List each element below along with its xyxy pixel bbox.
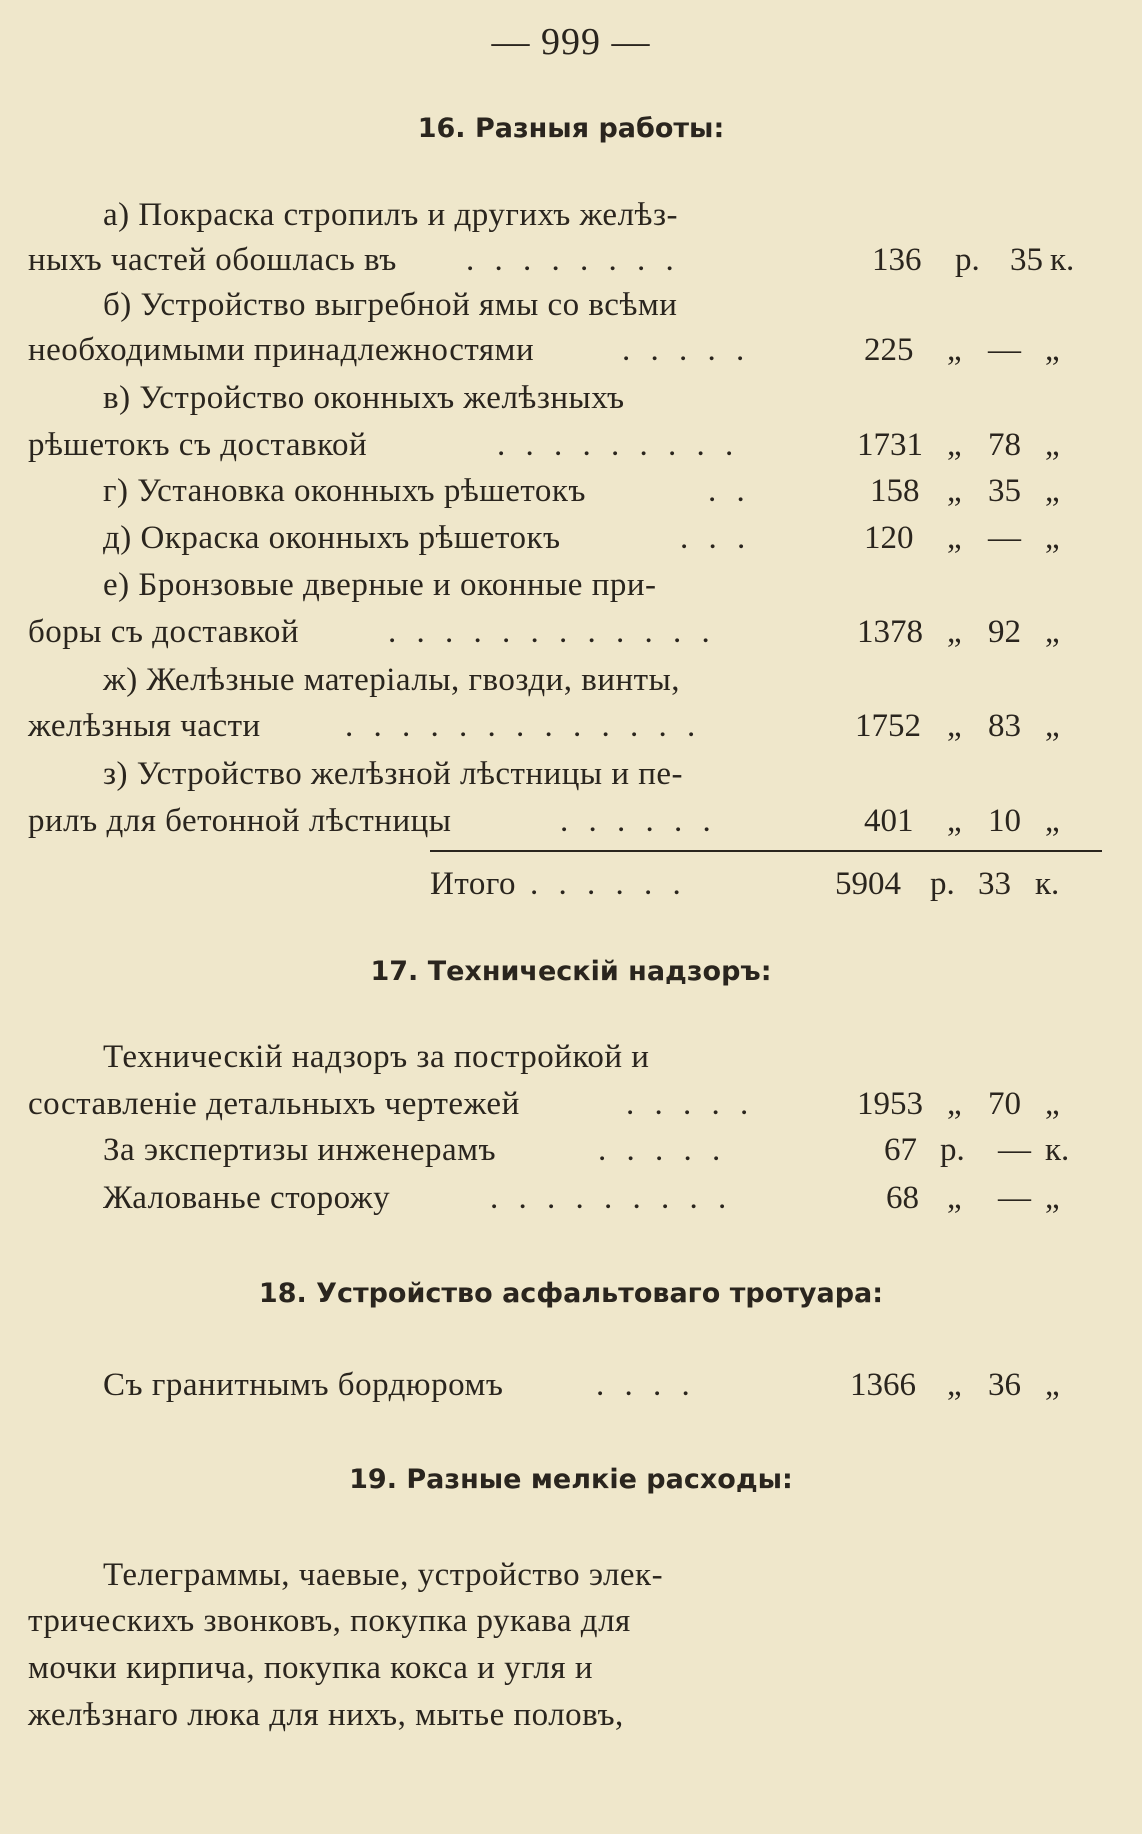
item-16z-line1: з) Устройство желѣзной лѣстницы и пе- xyxy=(103,756,684,792)
amount-unit: „ xyxy=(947,708,962,744)
dot-leader: . . . . xyxy=(596,1367,696,1403)
dot-leader: . . . . . xyxy=(622,332,751,368)
dot-leader: . . . . . . . . . xyxy=(497,427,740,463)
total-rule xyxy=(430,850,1102,852)
dot-leader: . . . . . . xyxy=(530,866,687,902)
item-17a-line2: составленіе детальныхъ чертежей xyxy=(28,1086,520,1122)
amount-rubles: 1366 xyxy=(850,1367,916,1403)
amount-rubles: 1378 xyxy=(857,614,923,650)
amount-rubles: 1752 xyxy=(855,708,921,744)
amount-kopecks: 92 xyxy=(988,614,1021,650)
section-17-heading: 17. Техническій надзоръ: xyxy=(370,956,772,987)
total-rubles: 5904 xyxy=(835,866,901,902)
item-16a-line2: ныхъ частей обошлась въ xyxy=(28,242,397,278)
total-label: Итого xyxy=(430,866,517,902)
item-17a-line1: Техническій надзоръ за постройкой и xyxy=(103,1039,650,1075)
amount-unit: „ xyxy=(947,520,962,556)
item-16d-line1: д) Окраска оконныхъ рѣшетокъ xyxy=(103,520,561,556)
item-16v-line2: рѣшетокъ съ доставкой xyxy=(28,427,368,463)
amount-unit: „ xyxy=(947,1367,962,1403)
dot-leader: . . . . . xyxy=(626,1086,755,1122)
amount-unit: р. xyxy=(940,1132,965,1168)
amount-kop-unit: „ xyxy=(1045,332,1060,368)
amount-rubles: 136 xyxy=(872,242,922,278)
amount-unit: р. xyxy=(955,242,980,278)
amount-rubles: 1731 xyxy=(857,427,923,463)
amount-rubles: 158 xyxy=(870,473,920,509)
amount-kopecks: 36 xyxy=(988,1367,1021,1403)
paragraph-19-line4: желѣзнаго люка для нихъ, мытье половъ, xyxy=(28,1697,624,1733)
paragraph-19-line3: мочки кирпича, покупка кокса и угля и xyxy=(28,1650,593,1686)
amount-kop-unit: „ xyxy=(1045,614,1060,650)
amount-unit: „ xyxy=(947,473,962,509)
item-16a-line1: а) Покраска стропилъ и другихъ желѣз- xyxy=(103,197,678,233)
amount-kop-unit: „ xyxy=(1045,1086,1060,1122)
amount-kopecks: 35 xyxy=(988,473,1021,509)
item-16b-line1: б) Устройство выгребной ямы со всѣми xyxy=(103,287,678,323)
amount-kop-unit: „ xyxy=(1045,427,1060,463)
total-kopecks: 33 xyxy=(978,866,1011,902)
section-18-heading: 18. Устройство асфальтоваго тротуара: xyxy=(258,1278,884,1309)
amount-kopecks: 70 xyxy=(988,1086,1021,1122)
section-19-heading: 19. Разные мелкіе расходы: xyxy=(349,1464,793,1495)
amount-rubles: 225 xyxy=(864,332,914,368)
dot-leader: . . . . . . . . . xyxy=(490,1180,733,1216)
amount-unit: „ xyxy=(947,332,962,368)
amount-rubles: 68 xyxy=(886,1180,919,1216)
dot-leader: . . xyxy=(708,473,751,509)
item-16z-line2: рилъ для бетонной лѣстницы xyxy=(28,803,452,839)
amount-unit: „ xyxy=(947,1086,962,1122)
total-kop-unit: к. xyxy=(1035,866,1060,902)
dot-leader: . . . . . . . . . . . . xyxy=(388,614,716,650)
amount-kop-unit: „ xyxy=(1045,473,1060,509)
amount-kopecks: 78 xyxy=(988,427,1021,463)
amount-kop-unit: „ xyxy=(1045,708,1060,744)
dot-leader: . . . xyxy=(680,520,752,556)
item-17c-line1: Жалованье сторожу xyxy=(103,1180,391,1216)
item-16v-line1: в) Устройство оконныхъ желѣзныхъ xyxy=(103,380,625,416)
dot-leader: . . . . . . . . xyxy=(466,242,680,278)
item-16e-line2: боры съ доставкой xyxy=(28,614,300,650)
paragraph-19-line1: Телеграммы, чаевые, устройство элек- xyxy=(103,1557,664,1593)
item-16b-line2: необходимыми принадлежностями xyxy=(28,332,535,368)
amount-kopecks: — xyxy=(988,520,1021,556)
amount-kopecks: 10 xyxy=(988,803,1021,839)
amount-kop-unit: „ xyxy=(1045,520,1060,556)
item-17b-line1: За экспертизы инженерамъ xyxy=(103,1132,497,1168)
amount-unit: „ xyxy=(947,1180,962,1216)
page-number: — 999 — xyxy=(491,21,651,63)
total-unit: р. xyxy=(930,866,955,902)
amount-kopecks: 35 xyxy=(1010,242,1043,278)
item-16g-line1: г) Установка оконныхъ рѣшетокъ xyxy=(103,473,586,509)
amount-kop-unit: „ xyxy=(1045,1367,1060,1403)
item-16e-line1: е) Бронзовые дверные и оконные при- xyxy=(103,567,657,603)
amount-rubles: 67 xyxy=(884,1132,917,1168)
amount-kop-unit: к. xyxy=(1050,242,1075,278)
amount-kopecks: — xyxy=(988,332,1021,368)
amount-unit: „ xyxy=(947,427,962,463)
section-16-heading: 16. Разныя работы: xyxy=(417,113,725,144)
amount-kop-unit: „ xyxy=(1045,1180,1060,1216)
amount-kopecks: — xyxy=(998,1132,1031,1168)
amount-kopecks: — xyxy=(998,1180,1031,1216)
amount-rubles: 120 xyxy=(864,520,914,556)
item-16zh-line2: желѣзныя части xyxy=(28,708,261,744)
paragraph-19-line2: трическихъ звонковъ, покупка рукава для xyxy=(28,1603,631,1639)
amount-kopecks: 83 xyxy=(988,708,1021,744)
amount-unit: „ xyxy=(947,803,962,839)
amount-rubles: 1953 xyxy=(857,1086,923,1122)
dot-leader: . . . . . xyxy=(598,1132,727,1168)
amount-kop-unit: „ xyxy=(1045,803,1060,839)
item-18a-line1: Съ гранитнымъ бордюромъ xyxy=(103,1367,504,1403)
amount-unit: „ xyxy=(947,614,962,650)
dot-leader: . . . . . . xyxy=(560,803,717,839)
item-16zh-line1: ж) Желѣзные матеріалы, гвозди, винты, xyxy=(103,662,681,698)
amount-kop-unit: к. xyxy=(1045,1132,1070,1168)
amount-rubles: 401 xyxy=(864,803,914,839)
dot-leader: . . . . . . . . . . . . . xyxy=(345,708,702,744)
